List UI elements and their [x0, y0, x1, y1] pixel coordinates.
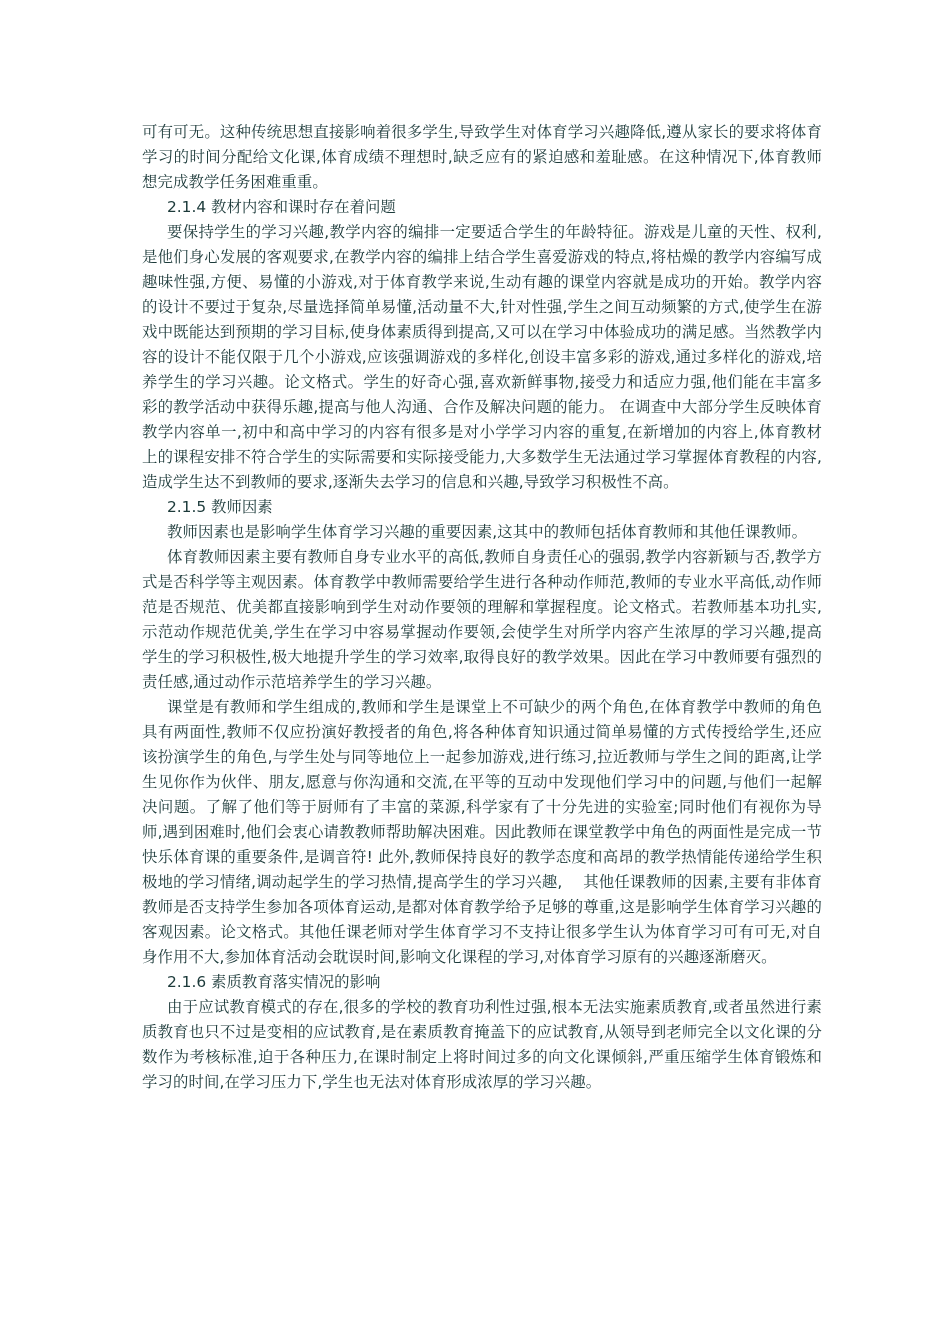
section-heading-2-1-5: 2.1.5 教师因素: [167, 498, 273, 516]
paragraph-classroom-roles: 课堂是有教师和学生组成的,教师和学生是课堂上不可缺少的两个角色,在体育教学中教师的角色具有两面性,教师不仅应扮演好教授者的角色,将各种体育知识通过简单易懂的方式传授给学生,还应该扮演学生的角色,与学生处与同等地位上一起参加游戏,进行练习,拉近教师与学生之间的距离,让学生见你作为伙伴、朋友,愿意与你沟通和交流,在平等的互动中发现他们学习中的问题,与他们一起解决问题。了解了他们等于厨师有了丰富的菜源,科学家有了十分先进的实验室;同时他们有视你为导师,遇到困难时,他们会衷心请教教师帮助解决困难。因此教师在课堂教学中角色的两面性是完成一节快乐体育课的重要条件,是调音符! 此外,教师保持良好的教学态度和高昂的教学热情能传递给学生积极地的学习情绪,调动起学生的学习热情,提高学生的学习兴趣, 其他任课教师的因素,主要有非体育教师是否支持学生参加各项体育运动,是都对体育教学给予足够的尊重,这是影响学生体育学习兴趣的客观因素。论文格式。其他任课老师对学生体育学习不支持让很多学生认为体育学习可有可无,对自身作用不大,参加体育活动会耽误时间,影响文化课程的学习,对体育学习原有的兴趣逐渐磨灭。: [142, 698, 822, 966]
paragraph-pe-teacher-factor: 体育教师因素主要有教师自身专业水平的高低,教师自身责任心的强弱,教学内容新颖与否,教学方式是否科学等主观因素。体育教学中教师需要给学生进行各种动作师范,教师的专业水平高低,动作师范是否规范、优美都直接影响到学生对动作要领的理解和掌握程度。论文格式。若教师基本功扎实,示范动作规范优美,学生在学习中容易掌握动作要领,会使学生对所学内容产生浓厚的学习兴趣,提高学生的学习积极性,极大地提升学生的学习效率,取得良好的教学效果。因此在学习中教师要有强烈的责任感,通过动作示范培养学生的学习兴趣。: [142, 548, 822, 691]
paragraph-continuation: 可有可无。这种传统思想直接影响着很多学生,导致学生对体育学习兴趣降低,遵从家长的要求将体育学习的时间分配给文化课,体育成绩不理想时,缺乏应有的紧迫感和羞耻感。在这种情况下,体育教师想完成教学任务困难重重。: [142, 123, 822, 191]
paragraph-quality-education: 由于应试教育模式的存在,很多的学校的教育功利性过强,根本无法实施素质教育,或者虽然进行素质教育也只不过是变相的应试教育,是在素质教育掩盖下的应试教育,从领导到老师完全以文化课的分数作为考核标准,迫于各种压力,在课时制定上将时间过多的向文化课倾斜,严重压缩学生体育锻炼和学习的时间,在学习压力下,学生也无法对体育形成浓厚的学习兴趣。: [142, 998, 822, 1091]
document-page: [142, 120, 822, 1095]
section-heading-2-1-4: 2.1.4 教材内容和课时存在着问题: [167, 198, 396, 216]
paragraph-teaching-content: 要保持学生的学习兴趣,教学内容的编排一定要适合学生的年龄特征。游戏是儿童的天性、权利,是他们身心发展的客观要求,在教学内容的编排上结合学生喜爱游戏的特点,将枯燥的教学内容编写成趣味性强,方便、易懂的小游戏,对于体育教学来说,生动有趣的课堂内容就是成功的开始。教学内容的设计不要过于复杂,尽量选择简单易懂,活动量不大,针对性强,学生之间互动频繁的方式,使学生在游戏中既能达到预期的学习目标,使身体素质得到提高,又可以在学习中体验成功的满足感。当然教学内容的设计不能仅限于几个小游戏,应该强调游戏的多样化,创设丰富多彩的游戏,通过多样化的游戏,培养学生的学习兴趣。论文格式。学生的好奇心强,喜欢新鲜事物,接受力和适应力强,他们能在丰富多彩的教学活动中获得乐趣,提高与他人沟通、合作及解决问题的能力。 在调查中大部分学生反映体育教学内容单一,初中和高中学习的内容有很多是对小学学习内容的重复,在新增加的内容上,体育教材上的课程安排不符合学生的实际需要和实际接受能力,大多数学生无法通过学习掌握体育教程的内容,造成学生达不到教师的要求,逐渐失去学习的信息和兴趣,导致学习积极性不高。: [142, 223, 822, 491]
section-heading-2-1-6: 2.1.6 素质教育落实情况的影响: [167, 973, 381, 991]
paragraph-teacher-factor-intro: 教师因素也是影响学生体育学习兴趣的重要因素,这其中的教师包括体育教师和其他任课教师。: [167, 523, 808, 541]
